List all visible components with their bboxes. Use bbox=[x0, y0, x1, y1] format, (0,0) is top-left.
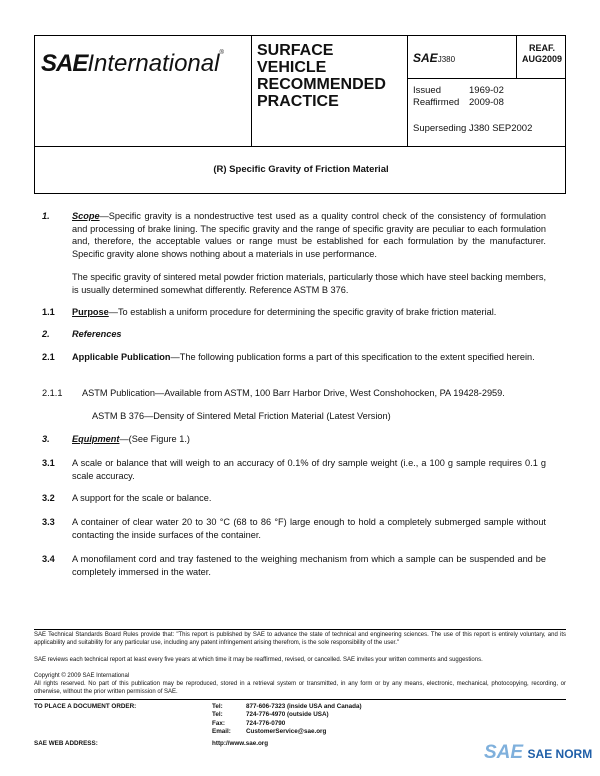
web-address-link[interactable]: http://www.sae.org bbox=[212, 740, 269, 747]
footer-divider bbox=[34, 629, 566, 630]
footer-copyright: Copyright © 2009 SAE International bbox=[34, 673, 130, 679]
document-title: (R) Specific Gravity of Friction Material bbox=[213, 164, 389, 175]
title-box bbox=[34, 146, 566, 194]
equipment-item: A support for the scale or balance. bbox=[72, 493, 212, 503]
footer-rules: SAE Technical Standards Board Rules provide that: "This report is published by SAE to advance the state of technical and engineering sciences. The use of this report is entirely voluntary, and its applicability and suitability for any particular use, including any patent infringement arising therefrom, is the sole responsibility of the user." bbox=[34, 632, 566, 646]
web-label: SAE WEB ADDRESS: bbox=[34, 740, 98, 747]
section-equipment: Equipment—(See Figure 1.) bbox=[72, 434, 190, 444]
scope-paragraph-2: The specific gravity of sintered metal powder friction materials, particularly those which have steel backing members, is usually determined somewhat differently. Reference ASTM B 376. bbox=[72, 272, 546, 295]
footer-review: SAE reviews each technical report at least every five years at which time it may be reaffirmed, revised, or cancelled. SAE invites your written comments and suggestions. bbox=[34, 657, 483, 663]
order-contacts: Tel: 877-606-7323 (inside USA and Canada) Tel: 724-776-4970 (outside USA) Fax: 724-776-0790 Email: CustomerService@sae.org bbox=[212, 703, 362, 735]
issue-dates: Issued 1969-02 Reaffirmed 2009-08 bbox=[413, 85, 504, 108]
order-label: TO PLACE A DOCUMENT ORDER: bbox=[34, 703, 137, 710]
section-number: 2. bbox=[42, 329, 50, 339]
section-number: 1.1 bbox=[42, 307, 55, 317]
section-number: 3. bbox=[42, 434, 50, 444]
equipment-item: A monofilament cord and tray fastened to the weighing mechanism from which a sample can be suspended and be completely immersed in the water. bbox=[72, 554, 546, 577]
section-number: 2.1 bbox=[42, 352, 55, 362]
section-references: References bbox=[72, 329, 122, 339]
section-scope: Scope—Specific gravity is a nondestructive test used as a quality control check of the consistency of formulation and processing of brake lining. The specific gravity and the range of specific gravity are peculiar to each formulation and, therefore, the acceptable values or range must be established for each formulation by the manufacturer. Specific gravity alone shows nothing about a materials in use performance. bbox=[72, 211, 546, 259]
section-number: 3.2 bbox=[42, 493, 55, 503]
section-number: 3.3 bbox=[42, 517, 55, 527]
astm-publication: ASTM Publication—Available from ASTM, 100 Barr Harbor Drive, West Conshohocken, PA 19428-2959. bbox=[82, 388, 505, 398]
footer-divider bbox=[34, 699, 566, 700]
section-number: 2.1.1 bbox=[42, 388, 63, 398]
reaffirmed-badge: REAF. AUG2009 bbox=[521, 43, 563, 64]
footer-rights: All rights reserved. No part of this publication may be reproduced, stored in a retrieval system or transmitted, in any form or by any means, electronic, mechanical, photocopying, recording, or otherwise, without the prior written permission of SAE. bbox=[34, 681, 566, 695]
section-applicable-publication: Applicable Publication—The following publication forms a part of this specification to the extent specified herein. bbox=[72, 352, 535, 362]
document-type: SURFACE VEHICLE RECOMMENDED PRACTICE bbox=[257, 42, 386, 110]
email-link[interactable]: CustomerService@sae.org bbox=[246, 727, 327, 735]
section-number: 1. bbox=[42, 211, 50, 221]
equipment-item: A container of clear water 20 to 30 °C (68 to 86 °F) large enough to hold a completely submerged sample without contacting the inside surfaces of the container. bbox=[72, 517, 546, 540]
section-purpose: Purpose—To establish a uniform procedure for determining the specific gravity of brake friction material. bbox=[72, 307, 497, 317]
document-header bbox=[34, 35, 566, 147]
sae-logo: SAEInternational® bbox=[41, 50, 224, 77]
section-number: 3.1 bbox=[42, 458, 55, 468]
astm-reference: ASTM B 376—Density of Sintered Metal Friction Material (Latest Version) bbox=[92, 411, 391, 421]
section-number: 3.4 bbox=[42, 554, 55, 564]
document-number: SAEJ380 bbox=[413, 51, 456, 65]
sae-norm-watermark: SAE SAE NORM bbox=[484, 742, 593, 763]
superseding-note: Superseding J380 SEP2002 bbox=[413, 123, 533, 134]
equipment-item: A scale or balance that will weigh to an accuracy of 0.1% of dry sample weight (i.e., a 100 g sample requires 0.1 g scale accuracy. bbox=[72, 458, 546, 481]
